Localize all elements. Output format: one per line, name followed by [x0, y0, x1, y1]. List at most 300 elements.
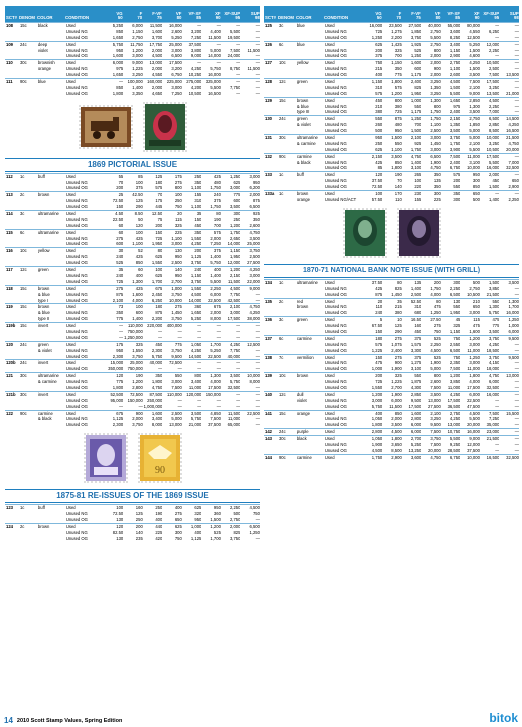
table-cell: 1,350 — [449, 122, 461, 128]
table-cell: — — [514, 84, 519, 90]
table-cell: 7,500 — [449, 366, 461, 372]
table-cell: Unused OG — [324, 328, 347, 334]
table-cell: 230 — [414, 191, 422, 197]
table-cell: 11,500 — [389, 403, 402, 409]
table-cell: blue — [296, 41, 305, 47]
table-cell: 5,500 — [449, 90, 461, 96]
table-cell: 350 — [394, 66, 402, 72]
table-cell: 2,200 — [151, 316, 163, 322]
table-cell: 138 — [265, 354, 272, 360]
table-cell: 950 — [116, 347, 124, 353]
table-cell: 450 — [155, 341, 163, 347]
table-cell: 225 — [433, 196, 441, 202]
table-cell: 30 — [118, 248, 124, 254]
table-cell: & black — [37, 416, 52, 422]
table-cell: 2,350 — [449, 360, 461, 366]
table-cell: 1,750 — [430, 109, 441, 115]
table-cell: 500 — [472, 279, 480, 285]
table-row — [5, 223, 260, 229]
table-cell: 1,275 — [410, 360, 422, 366]
table-cell: 37,500 — [188, 41, 202, 47]
stamp-images-row-3 — [264, 203, 519, 263]
table-cell: Unused NG — [324, 66, 347, 72]
table-cell: 90c — [278, 153, 286, 159]
table-cell: 5,500 — [229, 28, 241, 34]
table-cell: — — [236, 328, 241, 334]
table-cell: 80,000 — [467, 23, 480, 28]
table-cell: Unused NG — [65, 416, 88, 422]
table-cell: 4,500 — [371, 447, 383, 453]
table-cell: 12,000 — [467, 441, 480, 447]
table-cell: Used — [65, 60, 76, 66]
table-cell: Used — [65, 285, 76, 291]
table-cell: 11,000 — [467, 366, 480, 372]
table-cell: — — [255, 90, 260, 96]
table-cell: 45 — [455, 317, 461, 323]
table-cell: 7,000 — [508, 159, 519, 165]
table-cell: 600 — [135, 310, 143, 316]
table-cell: 825 — [394, 285, 402, 291]
table-cell: 1,225 — [371, 347, 383, 353]
table-cell: 5,000 — [469, 128, 480, 134]
table-cell: 6,250 — [488, 28, 500, 34]
table-cell: 7,500 — [469, 79, 480, 85]
table-cell — [5, 279, 20, 285]
table-cell: 575 — [375, 90, 383, 96]
table-row — [264, 184, 519, 190]
table-cell: 73 — [118, 304, 124, 310]
table-cell: 118 — [6, 285, 13, 291]
table-cell: 72.50 — [371, 184, 383, 190]
table-cell: 180 — [375, 335, 383, 341]
table-cell: — — [514, 416, 519, 422]
table-cell: Used — [324, 116, 335, 122]
table-cell: 4,250 — [449, 391, 461, 397]
table-cell: — — [514, 79, 519, 85]
table-cell: 5,500 — [430, 34, 441, 40]
table-cell: 27.50 — [430, 317, 441, 323]
table-cell: — — [514, 379, 519, 385]
table-cell — [38, 72, 66, 78]
table-cell: invert — [37, 323, 49, 329]
table-cell: 90c — [19, 410, 27, 416]
table-cell: 900 — [394, 360, 402, 366]
table-cell: 550 — [174, 373, 182, 379]
table-cell: Unused NG — [324, 159, 347, 165]
table-cell: 2,200 — [391, 34, 402, 40]
table-cell: 20,000 — [428, 447, 441, 453]
table-cell: 17,500 — [208, 384, 221, 390]
table-cell: Unused OG — [65, 185, 88, 191]
table-cell: 72,500 — [129, 391, 143, 397]
table-cell: dull — [296, 391, 304, 397]
table-cell: Unused NG — [324, 178, 347, 184]
table-cell: 4,850 — [210, 410, 221, 416]
table-cell: — — [216, 403, 221, 409]
table-cell: 1,500 — [210, 516, 221, 522]
table-cell: 1,150 — [190, 272, 202, 278]
table-cell: 135 — [414, 279, 422, 285]
table-cell: 525 — [414, 47, 422, 53]
table-cell: Used — [65, 360, 76, 366]
table-cell — [20, 53, 38, 59]
table-cell: 190 — [213, 216, 221, 222]
table-cell: 100 — [174, 192, 182, 198]
table-cell: 3,750 — [190, 278, 202, 284]
table-cell: 2,400 — [449, 159, 461, 165]
table-cell — [279, 165, 297, 171]
table-cell: 400,000 — [166, 323, 182, 329]
table-cell: Unused OG — [65, 297, 88, 303]
table-cell: 11,000 — [467, 153, 480, 159]
table-cell: Unused OG — [65, 353, 88, 359]
table-cell: 2,850 — [488, 122, 500, 128]
table-cell — [20, 422, 38, 428]
table-cell: 120 — [6, 341, 13, 347]
table-row — [264, 190, 519, 197]
table-row — [5, 247, 260, 254]
table-cell — [38, 404, 66, 410]
table-cell: 550 — [414, 373, 422, 379]
table-cell: 3,750 — [430, 436, 441, 442]
table-cell: — — [236, 41, 241, 47]
table-cell: 2,100 — [112, 297, 124, 303]
table-cell: 5,750 — [229, 379, 241, 385]
table-cell: 20 — [377, 298, 383, 304]
table-cell: 6,500 — [249, 523, 260, 529]
table-cell: 42.50 — [132, 192, 143, 198]
table-cell: 1,950 — [151, 241, 163, 247]
table-cell: 20,000 — [506, 146, 519, 152]
table-cell: — — [255, 366, 260, 372]
table-row — [264, 115, 519, 122]
table-cell: 2,000 — [210, 235, 221, 241]
table-cell: 1,100 — [190, 185, 202, 191]
table-cell: 2c — [19, 523, 25, 529]
table-cell — [5, 35, 20, 41]
table-cell: — — [514, 391, 519, 397]
table-cell: Unused NG — [65, 272, 88, 278]
table-cell: — — [236, 334, 241, 340]
table-cell: 37.50 — [371, 178, 383, 184]
table-cell: Unused OG — [324, 347, 347, 353]
header-cell: COLOR — [296, 15, 312, 21]
table-cell: 425 — [135, 254, 143, 260]
table-row — [5, 191, 260, 198]
table-row — [5, 279, 260, 285]
table-cell — [20, 366, 38, 372]
table-cell: 65,000 — [227, 422, 241, 428]
table-cell: 1,650 — [449, 97, 461, 103]
table-cell: orange — [296, 410, 310, 416]
table-cell: 10,750 — [447, 429, 461, 435]
table-cell: 1,900 — [430, 159, 441, 165]
table-cell: — — [255, 334, 260, 340]
table-cell: 6,200 — [249, 185, 260, 191]
table-cell: 300 — [472, 178, 480, 184]
table-cell: — — [514, 103, 519, 109]
table-cell: 3,750 — [488, 335, 500, 341]
table-cell: 1,050 — [371, 436, 383, 442]
table-cell: 675 — [116, 410, 124, 416]
left-column — [5, 6, 260, 542]
table-cell: 123 — [6, 505, 13, 511]
stamp-purple-portrait-image — [397, 208, 441, 258]
table-cell — [279, 310, 297, 316]
header-cell: SCT# — [6, 15, 17, 21]
table-row — [264, 422, 519, 428]
table-cell: — — [495, 23, 500, 28]
table-cell: 7,500 — [488, 410, 500, 416]
table-cell: — — [197, 323, 202, 329]
table-cell: 3,000 — [249, 272, 260, 278]
table-cell: 525 — [213, 529, 221, 535]
table-cell: 1,000 — [508, 323, 519, 329]
table-cell: 5,750 — [151, 353, 163, 359]
table-cell: 950 — [174, 272, 182, 278]
table-cell: 175 — [174, 173, 182, 179]
table-cell: 57.50 — [371, 196, 383, 202]
table-cell — [264, 366, 279, 372]
table-cell: 300 — [433, 191, 441, 197]
table-row — [5, 354, 260, 360]
table-cell: 350 — [116, 310, 124, 316]
publication-title: 2010 Scott Stamp Values, Spring Edition — [16, 717, 123, 724]
table-cell: 600 — [414, 66, 422, 72]
table-cell: 800 — [174, 185, 182, 191]
table-cell: 38,000 — [247, 316, 260, 322]
table-cell: 700 — [394, 53, 402, 59]
table-cell: 250 — [194, 173, 202, 179]
table-cell — [264, 348, 279, 354]
table-cell: 1c — [19, 505, 25, 511]
table-cell: 30c — [19, 391, 27, 397]
table-cell: 775 — [174, 341, 182, 347]
table-cell — [38, 422, 66, 428]
table-cell: 1,925 — [410, 41, 422, 47]
table-row — [5, 385, 260, 391]
table-cell: 3,750 — [488, 354, 500, 360]
table-cell: 1,500 — [449, 84, 461, 90]
table-cell: — — [197, 366, 202, 372]
table-cell: 750,000 — [127, 328, 143, 334]
table-cell: 137 — [265, 335, 272, 341]
table-cell: 480 — [213, 179, 221, 185]
table-cell: 1,850 — [469, 122, 480, 128]
table-cell: 4,200 — [190, 84, 202, 90]
table-cell: — — [514, 34, 519, 40]
table-cell: 110 — [395, 196, 402, 202]
table-cell: 7,250 — [210, 241, 221, 247]
table-cell: 750 — [453, 354, 461, 360]
table-cell — [5, 185, 20, 191]
table-cell: 3,200 — [171, 66, 182, 72]
table-row — [264, 165, 519, 171]
table-cell: 67.50 — [371, 323, 383, 329]
table-cell: 1,400 — [210, 254, 221, 260]
table-cell: 7,750 — [229, 347, 241, 353]
table-row — [5, 173, 260, 180]
right-column — [264, 6, 519, 461]
table-cell: 1,250 — [410, 53, 422, 59]
table-cell: Unused OG — [324, 291, 347, 297]
table-cell: 3,500 — [391, 422, 402, 428]
table-cell: — — [514, 285, 519, 291]
table-cell — [264, 72, 279, 78]
table-cell: 2,900 — [391, 454, 402, 460]
section-banner-1870: 1870-71 NATIONAL BANK NOTE ISSUE (WITH GRILL) — [264, 264, 519, 278]
table-cell: — — [514, 47, 519, 53]
table-cell: 700 — [213, 222, 221, 228]
table-cell: green — [296, 116, 308, 122]
table-row — [264, 428, 519, 435]
table-cell: 1,950 — [229, 254, 241, 260]
table-cell: 675 — [213, 304, 221, 310]
table-cell: 8,000 — [151, 422, 163, 428]
table-cell: 110,000 — [167, 391, 182, 397]
table-cell — [297, 184, 325, 190]
table-cell: 10,500 — [188, 90, 202, 96]
table-cell: — — [197, 403, 202, 409]
table-cell: 400 — [155, 516, 163, 522]
table-row — [5, 523, 260, 530]
table-cell: 5,750 — [371, 403, 383, 409]
table-cell — [38, 53, 66, 59]
table-cell: 1,450 — [171, 310, 182, 316]
table-cell: 125 — [135, 198, 143, 204]
table-cell: Unused OG — [65, 72, 88, 78]
table-cell: 5,000 — [430, 366, 441, 372]
table-cell: — — [495, 191, 500, 197]
table-cell: 1,700 — [210, 535, 221, 541]
table-cell: 70 — [397, 178, 402, 184]
table-cell: 23,000 — [486, 429, 500, 435]
table-cell — [297, 404, 325, 410]
table-cell: 16,500 — [506, 128, 519, 134]
table-cell: Unused NG — [324, 304, 347, 310]
table-cell: 275 — [116, 285, 124, 291]
table-row — [5, 35, 260, 41]
table-cell: Used — [324, 41, 335, 47]
table-cell: Unused NG — [324, 28, 347, 34]
table-cell: 2,750 — [430, 28, 441, 34]
table-cell: 450 — [375, 97, 383, 103]
table-cell — [297, 448, 325, 454]
table-cell: 3,250 — [430, 416, 441, 422]
table-cell: 140 — [174, 267, 182, 273]
table-row — [5, 59, 260, 66]
svg-text:90: 90 — [154, 465, 165, 477]
table-cell — [279, 35, 297, 41]
table-cell: Used — [65, 505, 76, 511]
table-cell: 155 — [194, 192, 202, 198]
table-row — [5, 204, 260, 210]
table-cell: 1,150 — [449, 47, 461, 53]
table-cell: invert — [37, 360, 49, 366]
table-cell: 2,850 — [410, 391, 422, 397]
table-cell: — — [255, 403, 260, 409]
table-cell: 1,550 — [190, 235, 202, 241]
table-cell: — — [514, 97, 519, 103]
table-cell: 140 — [265, 391, 272, 397]
table-cell: 550 — [414, 103, 422, 109]
table-cell — [38, 185, 66, 191]
table-row — [5, 391, 260, 398]
table-cell: brown — [296, 373, 309, 379]
table-cell: 4,250 — [488, 341, 500, 347]
table-row — [5, 303, 260, 310]
table-cell: 82.50 — [112, 529, 124, 535]
table-row — [264, 454, 519, 461]
table-cell: Used — [65, 211, 76, 217]
table-cell: 7,250 — [190, 34, 202, 40]
table-cell: 32,500 — [486, 384, 500, 390]
table-cell: 100 — [375, 191, 383, 197]
table-cell: 2,250 — [488, 103, 500, 109]
table-cell: 240 — [375, 310, 383, 316]
table-cell: 220,000 — [147, 323, 163, 329]
table-cell: 375 — [375, 53, 383, 59]
table-cell: 275 — [174, 304, 182, 310]
table-cell: 150 — [194, 216, 202, 222]
table-cell: 600 — [233, 198, 241, 204]
table-cell: 350 — [252, 216, 260, 222]
table-cell: Used — [324, 335, 335, 341]
table-cell: Used — [65, 192, 76, 198]
table-cell: 5,500 — [469, 146, 480, 152]
table-cell: 3,750 — [190, 260, 202, 266]
table-cell: 6,000 — [410, 429, 422, 435]
table-cell: Unused OG — [65, 90, 88, 96]
table-cell: Unused OG — [324, 422, 347, 428]
table-cell: Unused NG — [65, 379, 88, 385]
table-cell: 5,000 — [210, 47, 221, 53]
table-cell: 15c — [278, 410, 286, 416]
table-cell: 4,000 — [210, 379, 221, 385]
table-cell: 1,425 — [391, 41, 402, 47]
table-cell: 625 — [375, 41, 383, 47]
table-cell: 4,000 — [430, 291, 441, 297]
table-cell: 3,500 — [430, 391, 441, 397]
table-cell: 2,100 — [469, 84, 480, 90]
table-cell: 950 — [472, 172, 480, 178]
table-cell: 550 — [375, 116, 383, 122]
stamp-locomotive-image — [79, 105, 133, 149]
table-cell: 5,000 — [469, 135, 480, 141]
table-cell: 7,500 — [430, 384, 441, 390]
rows-bottom — [5, 504, 260, 541]
table-cell: 3,900 — [449, 146, 461, 152]
table-cell: 6,000 — [488, 379, 500, 385]
table-cell: 3,300 — [410, 347, 422, 353]
table-cell: 9,500 — [171, 353, 182, 359]
table-cell: 4,500 — [469, 410, 480, 416]
table-cell: 310 — [414, 304, 422, 310]
table-row — [5, 260, 260, 266]
table-cell: 100 — [414, 178, 422, 184]
table-cell — [279, 385, 297, 391]
table-cell: 3,000 — [249, 173, 260, 179]
table-cell: 1,650 — [112, 72, 124, 78]
table-cell: 8,000 — [210, 316, 221, 322]
table-cell: 3,500 — [469, 72, 480, 78]
table-cell: 17,500 — [169, 60, 182, 66]
table-cell: 3,250 — [132, 72, 143, 78]
table-cell: 275 — [116, 235, 124, 241]
table-cell: Unused NG — [324, 341, 347, 347]
table-cell: 20,000 — [467, 422, 480, 428]
table-cell: Unused OG — [65, 334, 88, 340]
